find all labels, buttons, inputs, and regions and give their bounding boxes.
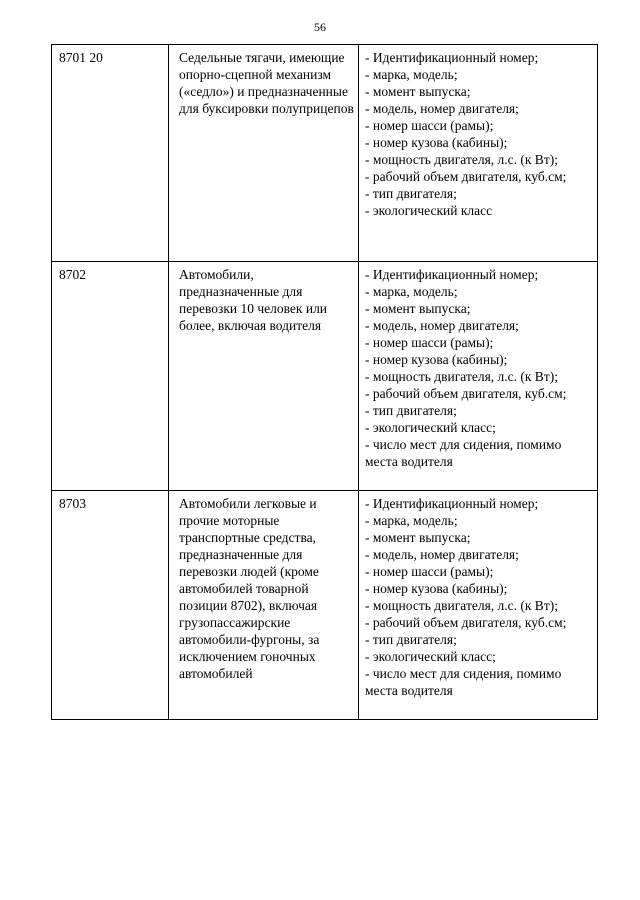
attribute-item: - марка, модель; (365, 284, 458, 299)
attribute-item: - тип двигателя; (365, 403, 457, 418)
attributes-cell (359, 262, 598, 491)
attribute-item: - номер кузова (кабины); (365, 581, 508, 596)
attributes-list (365, 49, 593, 219)
attribute-item: - Идентификационный номер; (365, 267, 539, 282)
page-number: 56 (314, 20, 326, 34)
attribute-item: - номер кузова (кабины); (365, 352, 508, 367)
attribute-item: - мощность двигателя, л.с. (к Вт); (365, 152, 558, 167)
attribute-item: - номер шасси (рамы); (365, 335, 494, 350)
goods-name-text: Седельные тягачи, имеющие опорно-сцепной механизм («седло») и предназначенные для буксировки полуприцепов (179, 50, 354, 116)
attribute-item: - номер шасси (рамы); (365, 118, 494, 133)
table-row (52, 262, 598, 491)
attribute-item: - момент выпуска; (365, 530, 471, 545)
attribute-item: - номер шасси (рамы); (365, 564, 494, 579)
tnved-code-cell: 8702 (52, 262, 169, 491)
table-row (52, 491, 598, 720)
attribute-item: - модель, номер двигателя; (365, 318, 519, 333)
attribute-item: - номер кузова (кабины); (365, 135, 508, 150)
attribute-item: - экологический класс; (365, 420, 496, 435)
attribute-item: - тип двигателя; (365, 632, 457, 647)
attribute-item: - Идентификационный номер; (365, 496, 539, 511)
goods-name-cell (169, 491, 359, 720)
attribute-item: - момент выпуска; (365, 84, 471, 99)
goods-name-cell (169, 45, 359, 262)
attributes-cell (359, 45, 598, 262)
attribute-item: - модель, номер двигателя; (365, 101, 519, 116)
attribute-item: - мощность двигателя, л.с. (к Вт); (365, 369, 558, 384)
attribute-item: - рабочий объем двигателя, куб.см; (365, 386, 567, 401)
attribute-item: - марка, модель; (365, 67, 458, 82)
attribute-item: - экологический класс (365, 203, 493, 218)
attribute-item: - число мест для сидения, помимо места водителя (365, 666, 562, 698)
attribute-item: - мощность двигателя, л.с. (к Вт); (365, 598, 558, 613)
goods-name-text: Автомобили легковые и прочие моторные транспортные средства, предназначенные для перевозки людей (кроме автомобилей товарной позиции 8702), включая грузопассажирские автомобили-фургоны, за исключением гоночных автомобилей (179, 496, 320, 681)
attribute-item: - экологический класс; (365, 649, 496, 664)
attribute-item: - тип двигателя; (365, 186, 457, 201)
attribute-item: - рабочий объем двигателя, куб.см; (365, 615, 567, 630)
attributes-list (365, 495, 593, 699)
attribute-item: - момент выпуска; (365, 301, 471, 316)
goods-name-text: Автомобили, предназначенные для перевозки 10 человек или более, включая водителя (179, 267, 328, 333)
attribute-item: - Идентификационный номер; (365, 50, 539, 65)
attribute-item: - число мест для сидения, помимо места водителя (365, 437, 562, 469)
classification-table (51, 44, 598, 720)
tnved-code-cell: 8703 (52, 491, 169, 720)
attributes-cell (359, 491, 598, 720)
table-row (52, 45, 598, 262)
attributes-list (365, 266, 593, 470)
attribute-item: - рабочий объем двигателя, куб.см; (365, 169, 567, 184)
tnved-code-cell: 8701 20 (52, 45, 169, 262)
attribute-item: - марка, модель; (365, 513, 458, 528)
attribute-item: - модель, номер двигателя; (365, 547, 519, 562)
goods-name-cell (169, 262, 359, 491)
